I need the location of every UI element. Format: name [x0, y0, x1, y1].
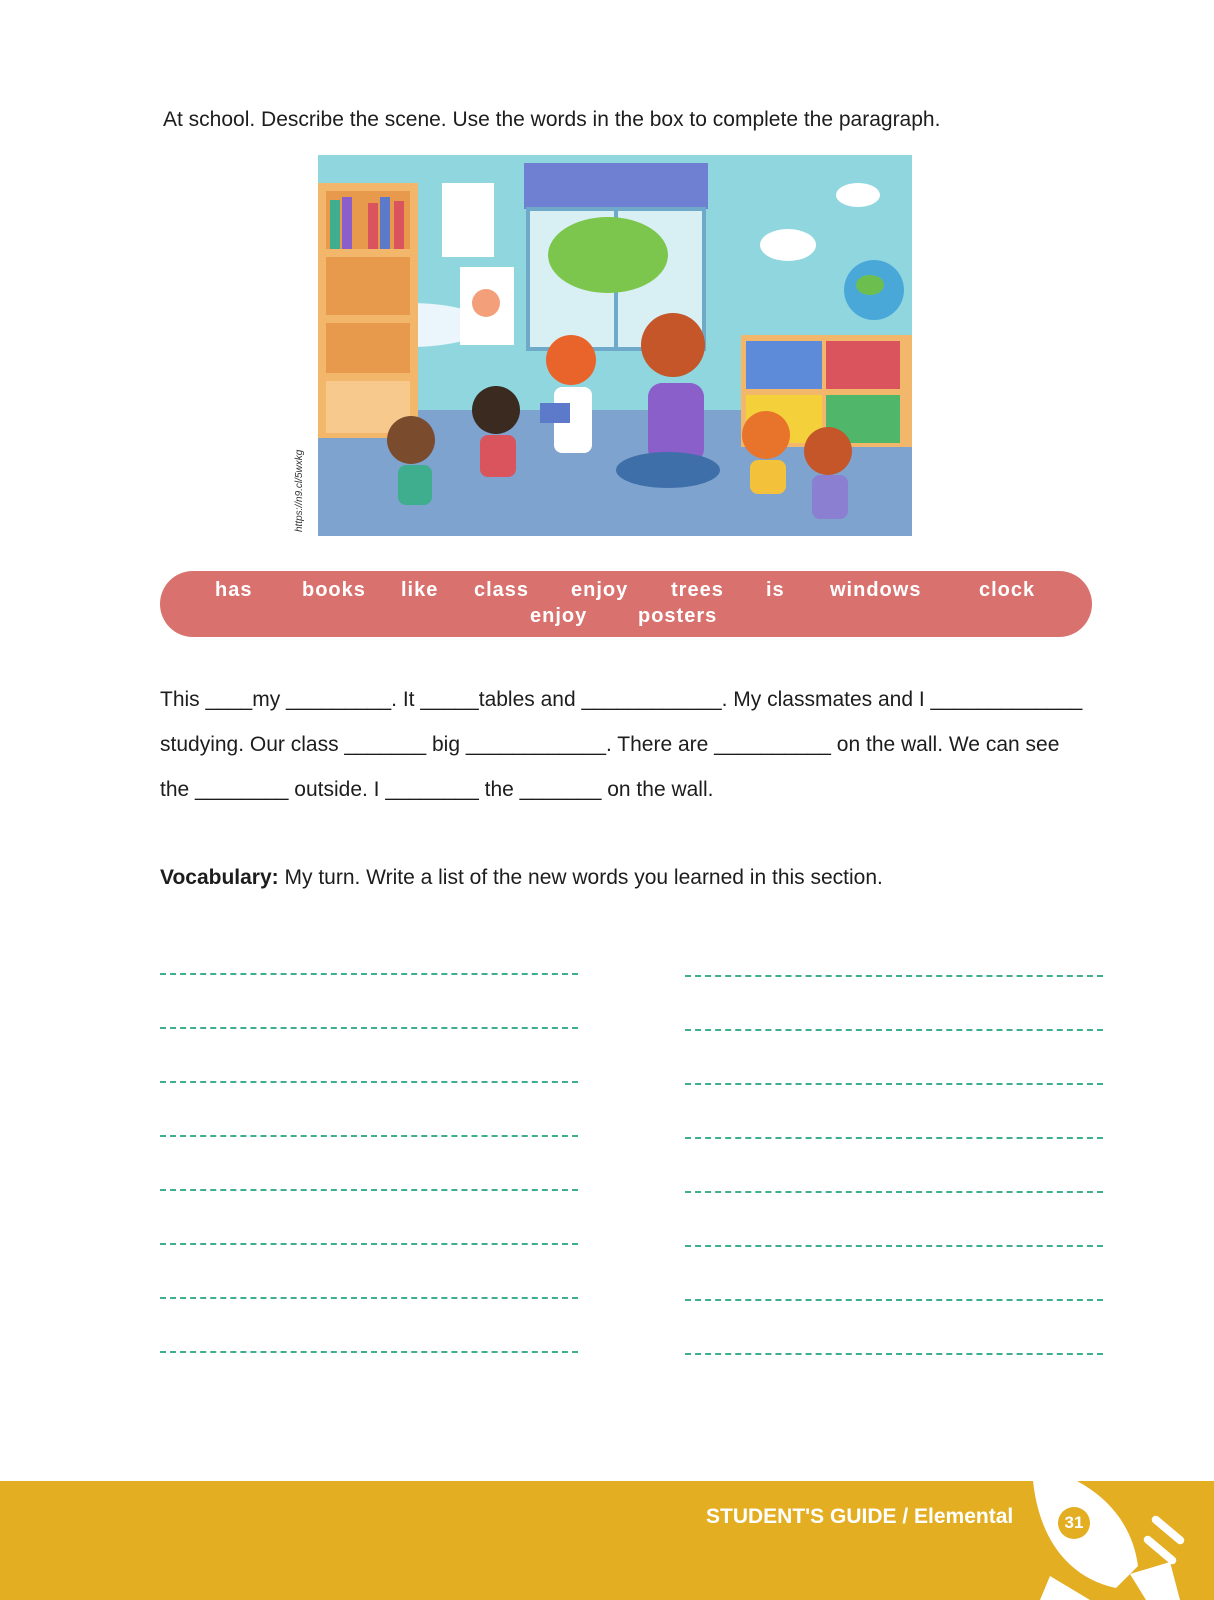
writing-line[interactable]: [160, 1081, 578, 1083]
footer-guide-title: [706, 1505, 1013, 1529]
word-box: [160, 571, 1092, 637]
writing-line[interactable]: [685, 1191, 1103, 1193]
word-trees: trees: [671, 579, 724, 601]
word-like: like: [401, 579, 439, 601]
writing-line[interactable]: [160, 1189, 578, 1191]
writing-line[interactable]: [160, 1027, 578, 1029]
writing-line[interactable]: [160, 1135, 578, 1137]
instruction: At school. Describe the scene. Use the words in the box to complete the paragraph.: [163, 108, 941, 131]
writing-line[interactable]: [685, 1083, 1103, 1085]
paragraph-line-3: the ________ outside. I ________ the _______ on the wall.: [160, 778, 714, 801]
vocabulary-instruction: [160, 866, 883, 890]
page-number: 31: [1058, 1507, 1090, 1539]
word-posters: posters: [638, 605, 718, 627]
writing-line[interactable]: [685, 975, 1103, 977]
paragraph-line-1: This ____my _________. It _____tables and ____________. My classmates and I _____________: [160, 688, 1083, 711]
word-clock: clock: [979, 579, 1036, 601]
guide-name: STUDENT'S GUIDE: [706, 1505, 897, 1528]
classroom-illustration: [318, 155, 912, 536]
word-enjoy: enjoy: [571, 579, 629, 601]
rocket-icon: [1020, 1466, 1214, 1600]
writing-line[interactable]: [685, 1245, 1103, 1247]
writing-line[interactable]: [160, 1297, 578, 1299]
word-is: is: [766, 579, 785, 601]
writing-line[interactable]: [160, 1351, 578, 1353]
word-has: has: [215, 579, 253, 601]
vocabulary-text: My turn. Write a list of the new words you learned in this section.: [278, 866, 883, 889]
writing-line[interactable]: [685, 1299, 1103, 1301]
writing-line[interactable]: [685, 1353, 1103, 1355]
writing-line[interactable]: [685, 1029, 1103, 1031]
image-credit: https://n9.cl/5wxkg: [294, 449, 305, 532]
writing-line[interactable]: [160, 973, 578, 975]
writing-line[interactable]: [160, 1243, 578, 1245]
paragraph-line-2: studying. Our class _______ big ____________. There are __________ on the wall. We can see: [160, 733, 1060, 756]
writing-line[interactable]: [685, 1137, 1103, 1139]
word-class: class: [474, 579, 530, 601]
word-windows: windows: [830, 579, 922, 601]
word-enjoy-2: enjoy: [530, 605, 588, 627]
word-books: books: [302, 579, 366, 601]
vocabulary-label: Vocabulary:: [160, 866, 279, 889]
guide-level: / Elemental: [896, 1505, 1014, 1528]
